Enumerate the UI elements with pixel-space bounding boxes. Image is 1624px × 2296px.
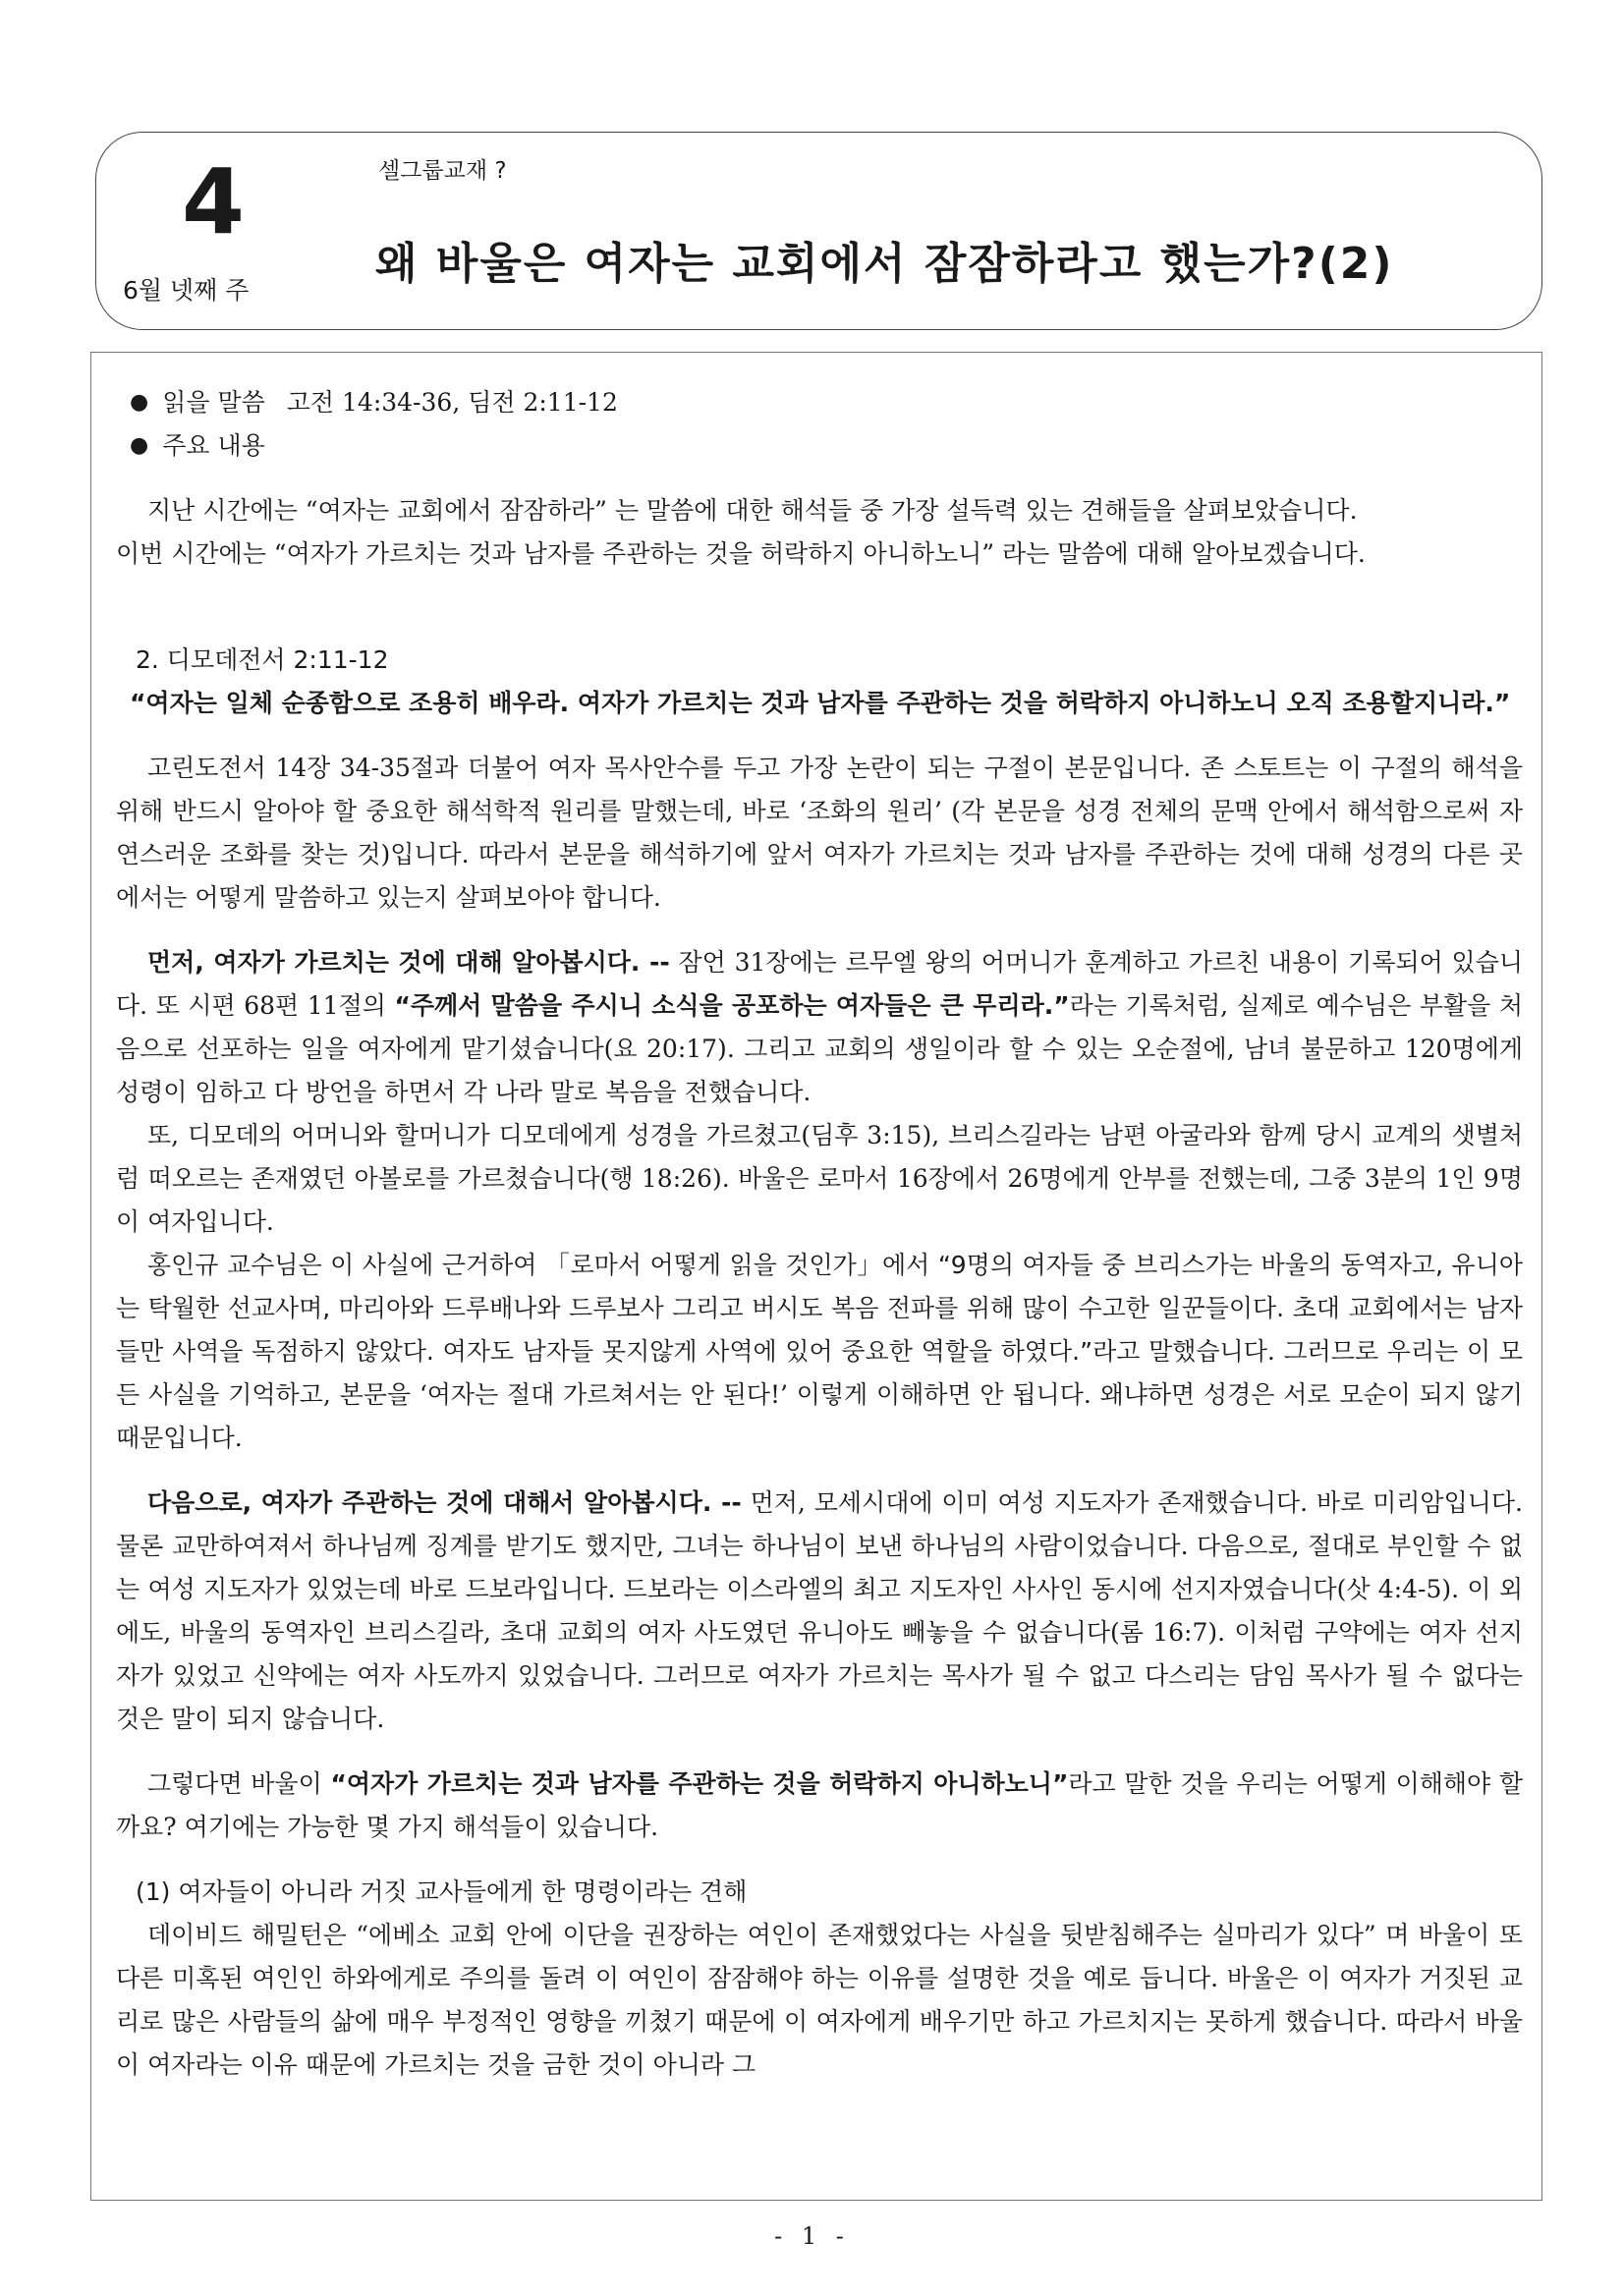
teaching-para3-b: 라고 말했습니다. 그러므로 우리는 이 모든 사실을 기억하고, 본문을 ‘여자는 절대 가르쳐서는 안 된다!’ 이렇게 이해하면 안 됩니다. 왜냐하면 성경은 서로 모순이 되지 않기 때문입니다. (116, 1337, 1523, 1452)
teaching-para3-a: 홍인규 교수님은 이 사실에 근거하여 「로마서 어떻게 읽을 것인가」에서 (147, 1251, 938, 1279)
content-body (116, 381, 1523, 2087)
week-label: 6월 넷째 주 (123, 276, 250, 305)
authority-paragraph (116, 1482, 1523, 1741)
teaching-para3-quote: “9명의 여자들 중 브리스가는 바울의 동역자고, 유니아는 탁월한 선교사며, 마리아와 드루배나와 드루보사 그리고 버시도 복음 전파를 위해 많이 수고한 일꾼들이다. 초대 교회에서는 남자들만 사역을 독점하지 않았다. 여자도 남자들 못지않게 사역에 있어 중요한 역할을 하였다.” (116, 1251, 1523, 1366)
section-heading: 2. 디모데전서 2:11-12 (136, 645, 389, 674)
reading-label: 읽을 말씀 (162, 388, 265, 417)
main-content-label: 주요 내용 (162, 431, 265, 460)
question-text-2: 라고 말한 것을 우리는 어떻게 이해해야 할까요? 여기에는 가능한 몇 가지 해석들이 있습니다. (116, 1769, 1524, 1841)
intro-line-1: 지난 시간에는 “여자는 교회에서 잠잠하라” 는 말씀에 대한 해석들 중 가장 설득력 있는 견해들을 살펴보았습니다. (147, 496, 1358, 525)
teaching-text-2: 라는 기록처럼, 실제로 예수님은 부활을 처음으로 선포하는 일을 여자에게 맡기셨습니다(요 20:17). 그리고 교회의 생일이라 할 수 있는 오순절에, 남녀 불문하고 120명에게 성령이 임하고 다 방언을 하면서 각 나라 말로 복음을 전했습니다. (116, 991, 1523, 1106)
authority-lead: 다음으로, 여자가 주관하는 것에 대해서 알아봅시다. -- (147, 1488, 742, 1517)
teaching-text-1: 잠언 31장에는 르무엘 왕의 어머니가 훈계하고 가르친 내용이 기록되어 있습니다. 또 시편 68편 11절의 (116, 948, 1524, 1020)
bullet-icon: ● (130, 390, 149, 415)
teaching-quote: “주께서 말씀을 주시니 소식을 공포하는 여자들은 큰 무리라.” (394, 991, 1070, 1020)
intro-line-2: 이번 시간에는 “여자가 가르치는 것과 남자를 주관하는 것을 허락하지 아니하노니” 라는 말씀에 대해 알아보겠습니다. (116, 539, 1366, 568)
teaching-paragraph (116, 941, 1523, 1114)
view1-heading: (1) 여자들이 아니라 거짓 교사들에게 한 명령이라는 견해 (136, 1877, 748, 1906)
question-text-1: 그렇다면 바울이 (147, 1769, 331, 1798)
authority-text: 먼저, 모세시대에 이미 여성 지도자가 존재했습니다. 바로 미리암입니다. 물론 교만하여져서 하나님께 징계를 받기도 했지만, 그녀는 하나님이 보낸 하나님의 사람이었습니다. 다음으로, 절대로 부인할 수 없는 여성 지도자가 있었는데 바로 드보라입니다. 드보라는 이스라엘의 최고 지도자인 사사인 동시에 선지자였습니다(삿 4:4-5). 이 외에도, 바울의 동역자인 브리스길라, 초대 교회의 여자 사도였던 유니아도 빼놓을 수 없습니다(롬 16:7). 이처럼 구약에는 여자 선지자가 있었고 신약에는 여자 사도까지 있었습니다. 그러므로 여자가 가르치는 목사가 될 수 없고 다스리는 담임 목사가 될 수 없다는 것은 말이 되지 않습니다. (116, 1488, 1523, 1733)
reading-refs: 고전 14:34-36, 딤전 2:11-12 (286, 388, 618, 417)
section-quote: “여자는 일체 순종함으로 조용히 배우라. 여자가 가르치는 것과 남자를 주관하는 것을 허락하지 아니하노니 오직 조용할지니라.” (130, 689, 1511, 717)
teaching-lead: 먼저, 여자가 가르치는 것에 대해 알아봅시다. -- (147, 948, 670, 977)
main-content-row (116, 424, 1523, 468)
teaching-paragraph-2: 또, 디모데의 어머니와 할머니가 디모데에게 성경을 가르쳤고(딤후 3:15), 브리스길라는 남편 아굴라와 함께 당시 교계의 샛별처럼 떠오르는 존재였던 아볼로를 가르쳤습니다(행 18:26). 바울은 로마서 16장에서 26명에게 안부를 전했는데, 그중 3분의 1인 9명이 여자입니다. (116, 1121, 1523, 1236)
view1-paragraph: 데이비드 해밀턴은 “에베소 교회 안에 이단을 권장하는 여인이 존재했었다는 사실을 뒷받침해주는 실마리가 있다” 며 바울이 또 다른 미혹된 여인인 하와에게로 주의를 돌려 이 여인이 잠잠해야 하는 이유를 설명한 것을 예로 듭니다. 바울은 이 여자가 거짓된 교리로 많은 사람들의 삶에 매우 부정적인 영향을 끼쳤기 때문에 이 여자에게 배우기만 하고 가르치지는 못하게 했습니다. 따라서 바울이 여자라는 이유 때문에 가르치는 것을 금한 것이 아니라 그 (116, 1921, 1523, 2079)
bullet-icon: ● (130, 433, 149, 458)
question-paragraph (116, 1763, 1523, 1849)
page-number: - 1 - (774, 2222, 850, 2250)
lesson-number: 4 (182, 149, 246, 254)
teaching-paragraph-3 (116, 1244, 1523, 1460)
context-paragraph: 고린도전서 14장 34-35절과 더불어 여자 목사안수를 두고 가장 논란이 되는 구절이 본문입니다. 존 스토트는 이 구절의 해석을 위해 반드시 알아야 할 중요한 해석학적 원리를 말했는데, 바로 ‘조화의 원리’ (각 본문을 성경 전체의 문맥 안에서 해석함으로써 자연스러운 조화를 찾는 것)입니다. 따라서 본문을 해석하기에 앞서 여자가 가르치는 것과 남자를 주관하는 것에 대해 성경의 다른 곳에서는 어떻게 말씀하고 있는지 살펴보아야 합니다. (116, 754, 1523, 912)
reading-row (116, 381, 1523, 424)
page-title: 왜 바울은 여자는 교회에서 잠잠하라고 했는가?(2) (375, 239, 1394, 289)
series-label: 셀그룹교재 ? (378, 158, 507, 184)
question-quote: “여자가 가르치는 것과 남자를 주관하는 것을 허락하지 아니하노니” (330, 1769, 1069, 1798)
